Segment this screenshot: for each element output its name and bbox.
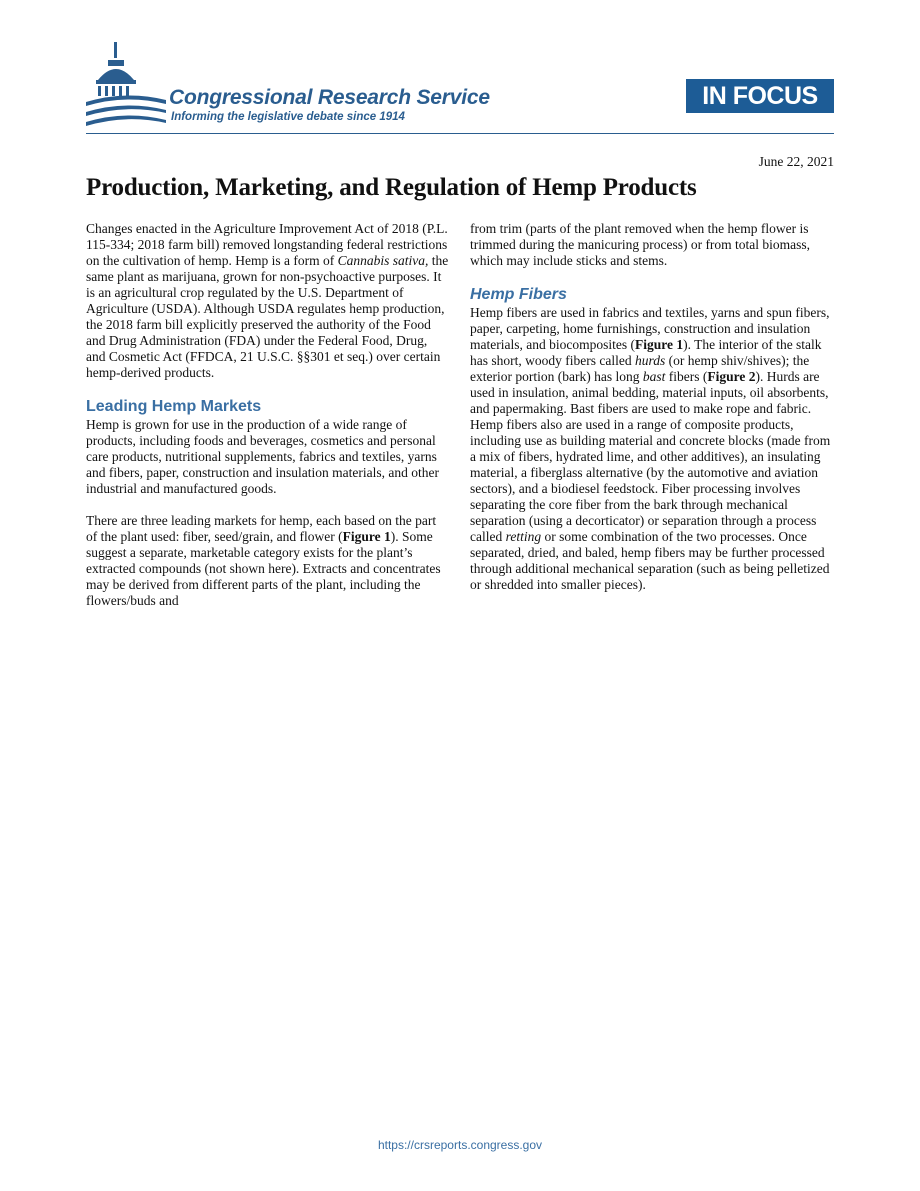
header-divider — [86, 133, 834, 134]
org-name: Congressional Research Service — [169, 86, 490, 109]
section-heading-hemp-fibers: Hemp Fibers — [470, 286, 567, 303]
in-focus-badge: IN FOCUS — [686, 79, 834, 113]
publication-date: June 22, 2021 — [758, 154, 834, 169]
three-markets-paragraph: There are three leading markets for hemp, each based on the part of the plant used: fiber, seed/grain, and flower (Figure 1). Some suggest a separate, marketable category exists for the plant’s extracted compounds (not shown here). Extracts and concentrates may be derived from different parts of the plant, including the flowers/buds and — [86, 513, 441, 608]
intro-paragraph: Changes enacted in the Agriculture Improvement Act of 2018 (P.L. 115-334; 2018 farm bill) removed longstanding federal restrictions on the cultivation of hemp. Hemp is a form of Cannabis sativa, the same plant as marijuana, grown for non-psychoactive purposes. It is an agricultural crop regulated by the U.S. Department of Agriculture (USDA). Although USDA regulates hemp production, the 2018 farm bill explicitly preserved the authority of the Food and Drug Administration (FDA) under the Federal Food, Drug, and Cosmetic Act (FFDCA, 21 U.S.C. §§301 et seq.) over certain hemp-derived products. — [86, 221, 449, 380]
left-column — [86, 221, 450, 625]
org-tagline: Informing the legislative debate since 1914 — [171, 111, 405, 123]
right-column — [470, 221, 834, 609]
capitol-dome-logo-icon — [86, 40, 166, 130]
header — [86, 40, 834, 136]
fibers-paragraph: Hemp fibers are used in fabrics and textiles, yarns and spun fibers, paper, carpeting, home furnishings, construction and insulation materials, and biocomposites (Figure 1). The interior of the stalk has short, woody fibers called hurds (or hemp shiv/shives); the exterior portion (bark) has long bast fibers (Figure 2). Hurds are used in insulation, animal bedding, material inputs, oil absorbents, and papermaking. Bast fibers are used to make rope and fabric. Hemp fibers also are used in a range of composite products, including use as building material and concrete blocks (made from a mix of fibers, hydrated lime, and other additives), an insulating material, a fiberglass alternative (by the automotive and aviation sectors), and a biodiesel feedstock. Fiber processing involves separating the core fiber from the bark through mechanical separation (using a decorticator) or separation through a process called retting or some combination of the two processes. Once separated, dried, and baled, hemp fibers may be further processed through additional mechanical separation (such as being pelletized or shredded into smaller pieces). — [470, 305, 831, 592]
page-title: Production, Marketing, and Regulation of Hemp Products — [86, 174, 697, 201]
markets-paragraph: Hemp is grown for use in the production of a wide range of products, including foods and beverages, cosmetics and personal care products, nutritional supplements, fabrics and textiles, yarns and fibers, paper, construction and insulation materials, and other industrial and manufactured goods. — [86, 417, 439, 496]
section-heading-leading-markets: Leading Hemp Markets — [86, 398, 262, 415]
footer-url-link[interactable]: https://crsreports.congress.gov — [377, 1138, 543, 1152]
continued-paragraph: from trim (parts of the plant removed when the hemp flower is trimmed during the manicuring process) or from total biomass, which may include sticks and stems. — [470, 221, 811, 268]
